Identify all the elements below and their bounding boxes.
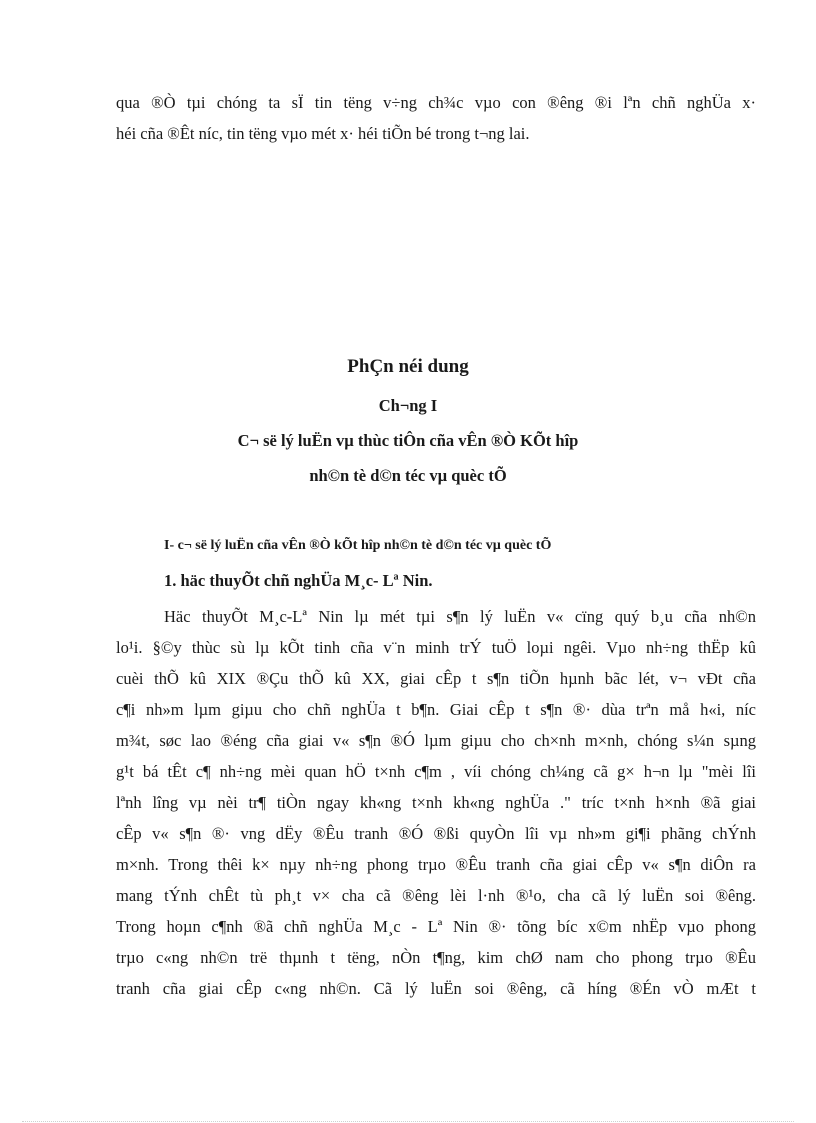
body-line: Häc thuyÕt M¸c-Lª Nin lµ mét tµi s¶n lý luËn v« cïng quý b¸u cña nh©n <box>164 607 756 626</box>
body-line: tranh cña giai cÊp c«ng nh©n. Cã lý luËn soi ®êng, cã híng ®Én vÒ mÆt t <box>116 979 756 998</box>
body-line: lo¹i. §©y thùc sù lµ kÕt tinh cña v¨n minh trÝ tuÖ loµi ngêi. Vµo nh÷ng thËp kû <box>116 638 756 657</box>
intro-line-1: qua ®Ò tµi chóng ta sÏ tin tëng v÷ng ch¾c vµo con ®êng ®i lªn chñ nghÜa x· <box>116 93 756 112</box>
chapter-name-line-2: nh©n tè d©n téc vµ quèc tÕ <box>309 466 507 485</box>
chapter-title: Ch¬ng I <box>378 396 438 415</box>
body-line: mang tÝnh chÊt tù ph¸t v× cha cã ®êng lèi l·nh ®¹o, cha cã lý luËn soi ®êng. <box>116 886 756 905</box>
body-line: g¹t bá tÊt c¶ nh÷ng mèi quan hÖ t×nh c¶m , víi chóng ch¼ng cã g× h¬n lµ "mèi lîi <box>116 762 756 781</box>
body-line: c¶i nh»m lµm giµu cho chñ nghÜa t b¶n. Giai cÊp t s¶n ®· dùa trªn må h«i, níc <box>116 700 756 719</box>
body-line: m¾t, søc lao ®éng cña giai v« s¶n ®Ó lµm giµu cho ch×nh m×nh, chóng s¼n sµng <box>116 731 756 750</box>
page-bottom-rule <box>22 1121 794 1122</box>
section-heading: I- c¬ së lý luËn cña vÊn ®Ò kÕt hîp nh©n tè d©n téc vµ quèc tÕ <box>164 538 552 553</box>
body-line: trµo c«ng nh©n trë thµnh t tëng, nÒn t¶ng, kim chØ nam cho phong trµo ®Êu <box>116 948 756 967</box>
chapter-name-line-1: C¬ së lý luËn vµ thùc tiÔn cña vÊn ®Ò KÕt hîp <box>237 431 579 450</box>
body-line: m×nh. Trong thêi k× nµy nh÷ng phong trµo ®Êu tranh cña giai cÊp v« s¶n diÔn ra <box>116 855 756 874</box>
intro-line-2: héi cña ®Êt níc, tin tëng vµo mét x· héi tiÕn bé trong t¬ng lai. <box>116 124 530 143</box>
body-line: lªnh lîng vµ nèi tr¶ tiÒn ngay kh«ng t×nh kh«ng nghÜa ." tríc t×nh h×nh ®ã giai <box>116 793 756 812</box>
part-title: PhÇn néi dung <box>347 356 469 377</box>
body-line: cuèi thÕ kû XIX ®Çu thÕ kû XX, giai cÊp t s¶n tiÕn hµnh bãc lét, v¬ vÐt cña <box>116 669 756 688</box>
body-line: cÊp v« s¶n ®· vng dËy ®Êu tranh ®Ó ®ßi quyÒn lîi vµ nh»m gi¶i phãng chÝnh <box>116 824 756 843</box>
subsection-heading: 1. häc thuyÕt chñ nghÜa M¸c- Lª Nin. <box>164 571 433 590</box>
body-line: Trong hoµn c¶nh ®ã chñ nghÜa M¸c - Lª Nin ®· tõng bíc x©m nhËp vµo phong <box>116 917 756 936</box>
